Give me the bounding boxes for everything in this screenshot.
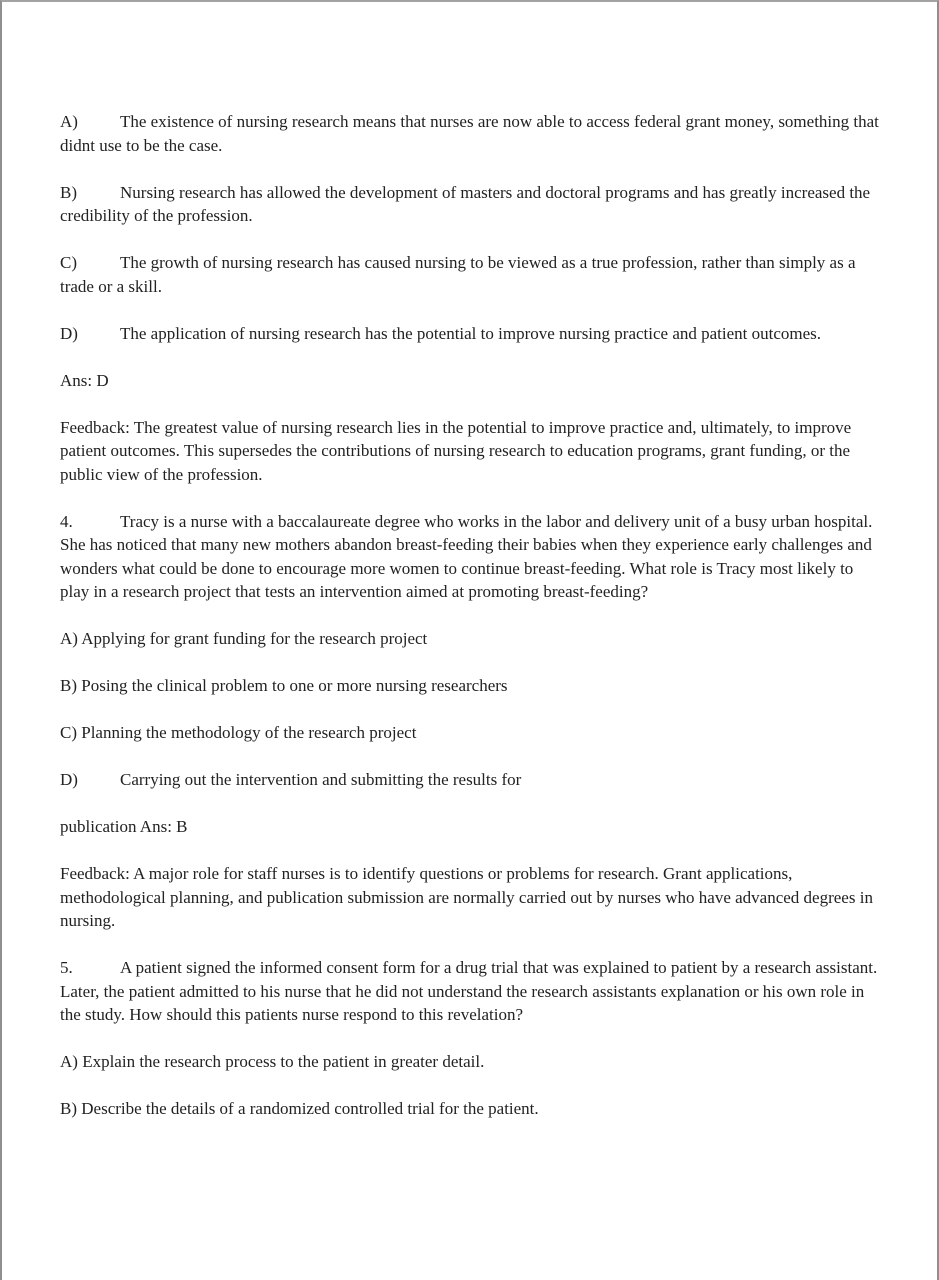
- feedback-q3: [60, 416, 882, 487]
- option-text: B) Describe the details of a randomized controlled trial for the patient.: [60, 1099, 539, 1118]
- question-number: 4.: [60, 511, 73, 531]
- feedback-text: Feedback: A major role for staff nurses is to identify questions or problems for research. Grant applications, methodological planning, and publication submission are normally carried out by nurses who have advanced degrees in nursing.: [60, 864, 873, 930]
- option-label: A): [60, 112, 78, 131]
- feedback-text: Feedback: The greatest value of nursing research lies in the potential to improve practice and, ultimately, to improve patient outcomes. This supersedes the contributions of nursing research to education programs, grant funding, or the public view of the profession.: [60, 417, 852, 484]
- option-text: Carrying out the intervention and submitting the results for: [120, 770, 522, 789]
- option-text: Nursing research has allowed the development of masters and doctoral programs and has greatly increased the credibility of the profession.: [60, 182, 871, 225]
- option-label: D): [60, 770, 78, 789]
- question-text: Tracy is a nurse with a baccalaureate degree who works in the labor and delivery unit of a busy urban hospital. She has noticed that many new mothers abandon breast-feeding their babies when they experience early challenges and wonders what could be done to encourage more women to continue breast-feeding. What role is Tracy most likely to play in a research project that tests an intervention aimed at promoting breast-feeding?: [60, 511, 873, 601]
- option-text: The existence of nursing research means that nurses are now able to access federal grant money, something that didnt use to be the case.: [60, 112, 879, 155]
- answer-option-c-q4: [60, 721, 882, 745]
- answer-text: publication Ans: B: [60, 817, 188, 836]
- answer-option-a-q5: [60, 1050, 882, 1074]
- answer-line-q3: [60, 369, 882, 393]
- answer-option-b-q3: [60, 181, 882, 228]
- question-5: [60, 956, 882, 1027]
- feedback-q4: [60, 862, 882, 933]
- option-text: A) Applying for grant funding for the research project: [60, 629, 428, 648]
- answer-option-b-q4: [60, 674, 882, 698]
- answer-text: Ans: D: [60, 370, 109, 390]
- option-text: A) Explain the research process to the patient in greater detail.: [60, 1052, 485, 1071]
- answer-option-a-q3: [60, 110, 882, 157]
- answer-option-a-q4: [60, 627, 882, 651]
- option-label: C): [60, 253, 77, 272]
- answer-option-d-q4: [60, 768, 882, 792]
- option-text: The growth of nursing research has caused nursing to be viewed as a true profession, rather than simply as a trade or a skill.: [60, 253, 856, 296]
- answer-option-b-q5: [60, 1097, 882, 1121]
- question-text: A patient signed the informed consent form for a drug trial that was explained to patient by a research assistant. Later, the patient admitted to his nurse that he did not understand the research assistants explanation or his own role in the study. How should this patients nurse respond to this revelation?: [60, 958, 878, 1024]
- answer-line-q4: [60, 815, 882, 839]
- option-label: D): [60, 323, 78, 343]
- answer-option-d-q3: [60, 322, 882, 346]
- question-number: 5.: [60, 958, 73, 977]
- option-label: B): [60, 182, 77, 202]
- option-text: B) Posing the clinical problem to one or more nursing researchers: [60, 676, 508, 695]
- question-4: [60, 510, 882, 604]
- answer-option-c-q3: [60, 251, 882, 298]
- option-text: The application of nursing research has the potential to improve nursing practice and patient outcomes.: [120, 323, 822, 343]
- option-text: C) Planning the methodology of the research project: [60, 723, 417, 742]
